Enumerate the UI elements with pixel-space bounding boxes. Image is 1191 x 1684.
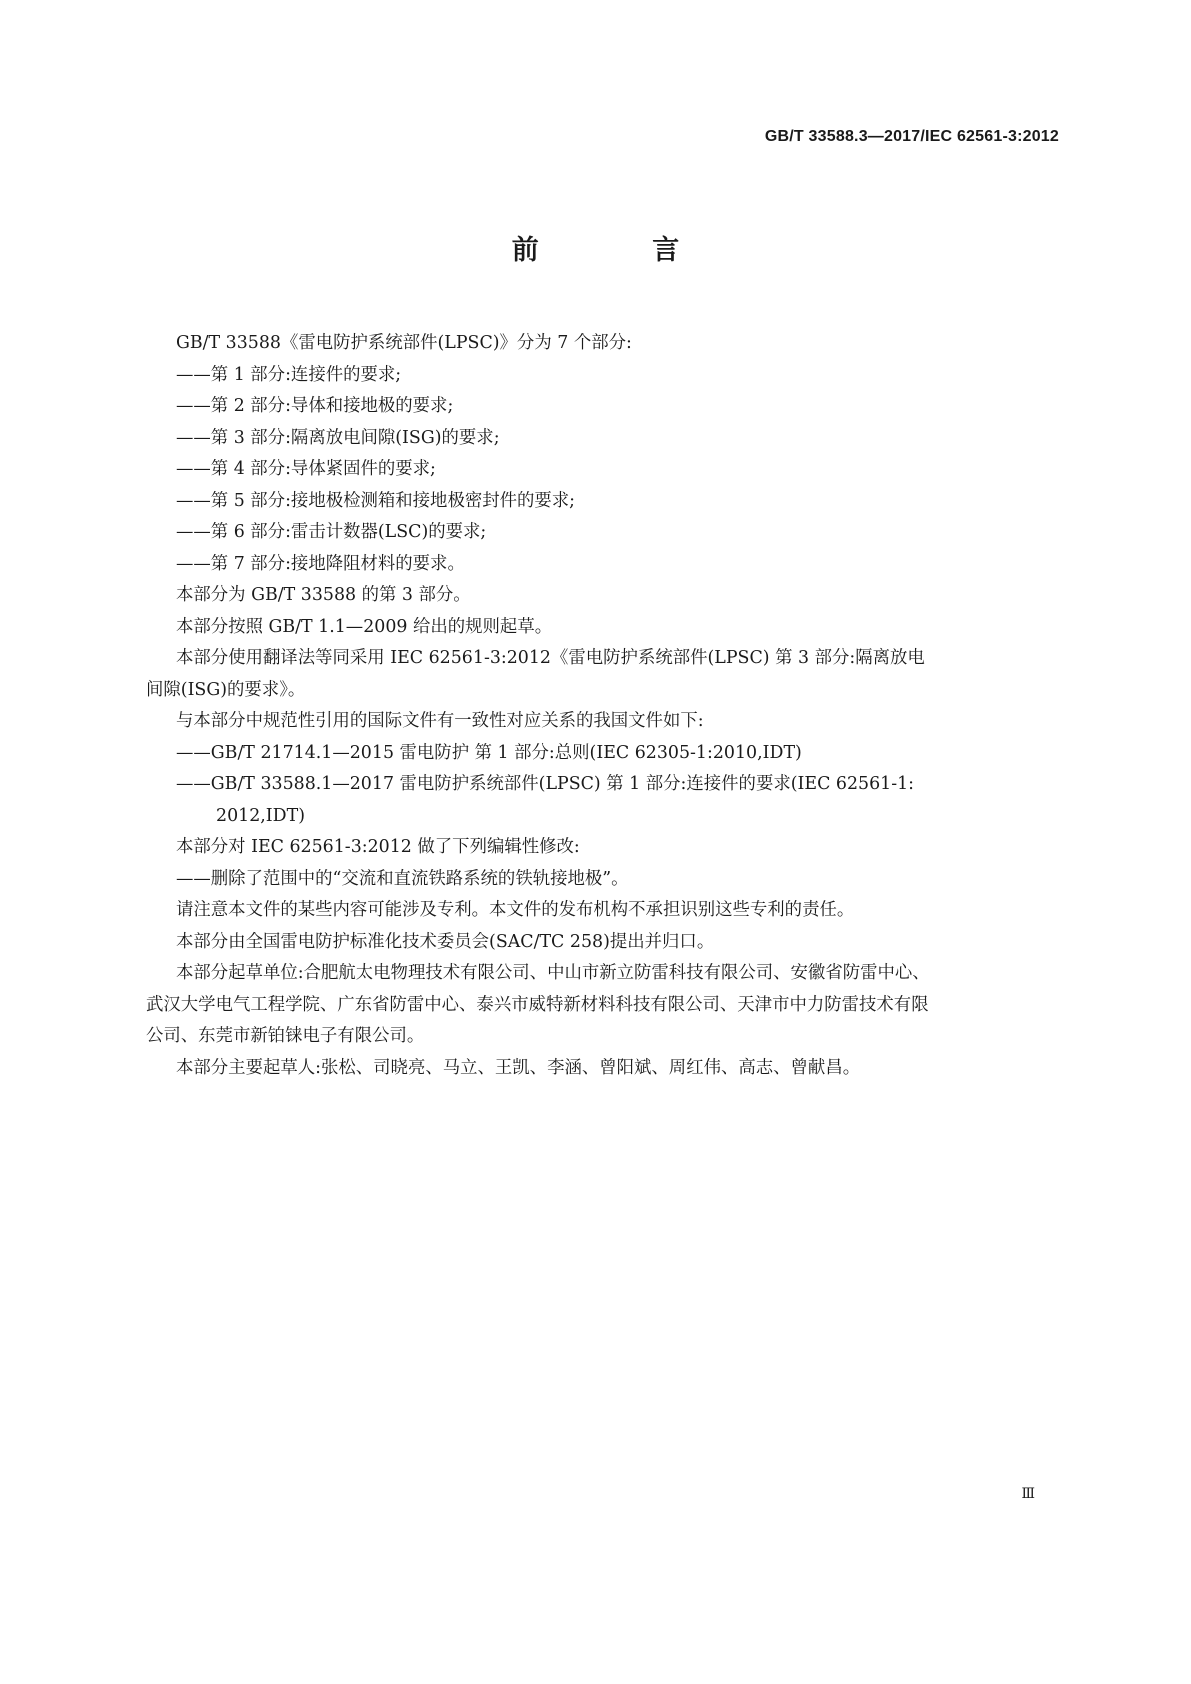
reference-item-line-1: ——GB/T 33588.1—2017 雷电防护系统部件(LPSC) 第 1 部分:连接件的要求(IEC 62561-1:	[176, 774, 915, 794]
drafters-paragraph: 本部分主要起草人:张松、司晓亮、马立、王凯、李涵、曾阳斌、周红伟、高志、曾献昌。	[176, 1057, 861, 1078]
proposed-paragraph: 本部分由全国雷电防护标准化技术委员会(SAC/TC 258)提出并归口。	[176, 931, 715, 952]
part-list-item: ——第 2 部分:导体和接地极的要求;	[176, 396, 454, 416]
edits-paragraph: 本部分对 IEC 62561-3:2012 做了下列编辑性修改:	[176, 837, 580, 857]
page-title: 前 言	[511, 235, 732, 266]
translation-paragraph-line-1: 本部分使用翻译法等同采用 IEC 62561-3:2012《雷电防护系统部件(LPSC) 第 3 部分:隔离放电	[176, 648, 925, 668]
reference-item: ——GB/T 21714.1—2015 雷电防护 第 1 部分:总则(IEC 62305-1:2010,IDT)	[176, 742, 802, 763]
translation-paragraph-line-2: 间隙(ISG)的要求》。	[146, 679, 306, 700]
drafting-units-line-3: 公司、东莞市新铂铼电子有限公司。	[146, 1026, 425, 1046]
drafting-units-line-1: 本部分起草单位:合肥航太电物理技术有限公司、中山市新立防雷科技有限公司、安徽省防雷中心、	[176, 963, 930, 983]
patent-paragraph: 请注意本文件的某些内容可能涉及专利。本文件的发布机构不承担识别这些专利的责任。	[176, 900, 855, 920]
part-list-item: ——第 1 部分:连接件的要求;	[176, 364, 402, 385]
correspondence-paragraph: 与本部分中规范性引用的国际文件有一致性对应关系的我国文件如下:	[176, 711, 704, 731]
drafting-units-line-2: 武汉大学电气工程学院、广东省防雷中心、泰兴市威特新材料科技有限公司、天津市中力防雷技术有限	[146, 994, 929, 1015]
page-number: Ⅲ	[1021, 1486, 1035, 1502]
part-list-item: ——第 5 部分:接地极检测箱和接地极密封件的要求;	[176, 490, 576, 511]
part-list-item: ——第 4 部分:导体紧固件的要求;	[176, 459, 436, 479]
part-list-item: ——第 7 部分:接地降阻材料的要求。	[176, 553, 465, 574]
part-list-item: ——第 3 部分:隔离放电间隙(ISG)的要求;	[176, 427, 500, 448]
standard-number-header: GB/T 33588.3—2017/IEC 62561-3:2012	[764, 128, 1059, 145]
part-of-paragraph: 本部分为 GB/T 33588 的第 3 部分。	[176, 585, 471, 605]
part-list-item: ——第 6 部分:雷击计数器(LSC)的要求;	[176, 522, 487, 542]
reference-item-line-2: 2012,IDT)	[216, 805, 305, 826]
edit-item: ——删除了范围中的“交流和直流铁路系统的铁轨接地极”。	[176, 868, 629, 889]
foreword-body	[146, 328, 1060, 1084]
rules-paragraph: 本部分按照 GB/T 1.1—2009 给出的规则起草。	[176, 616, 553, 637]
intro-paragraph: GB/T 33588《雷电防护系统部件(LPSC)》分为 7 个部分:	[176, 333, 632, 353]
